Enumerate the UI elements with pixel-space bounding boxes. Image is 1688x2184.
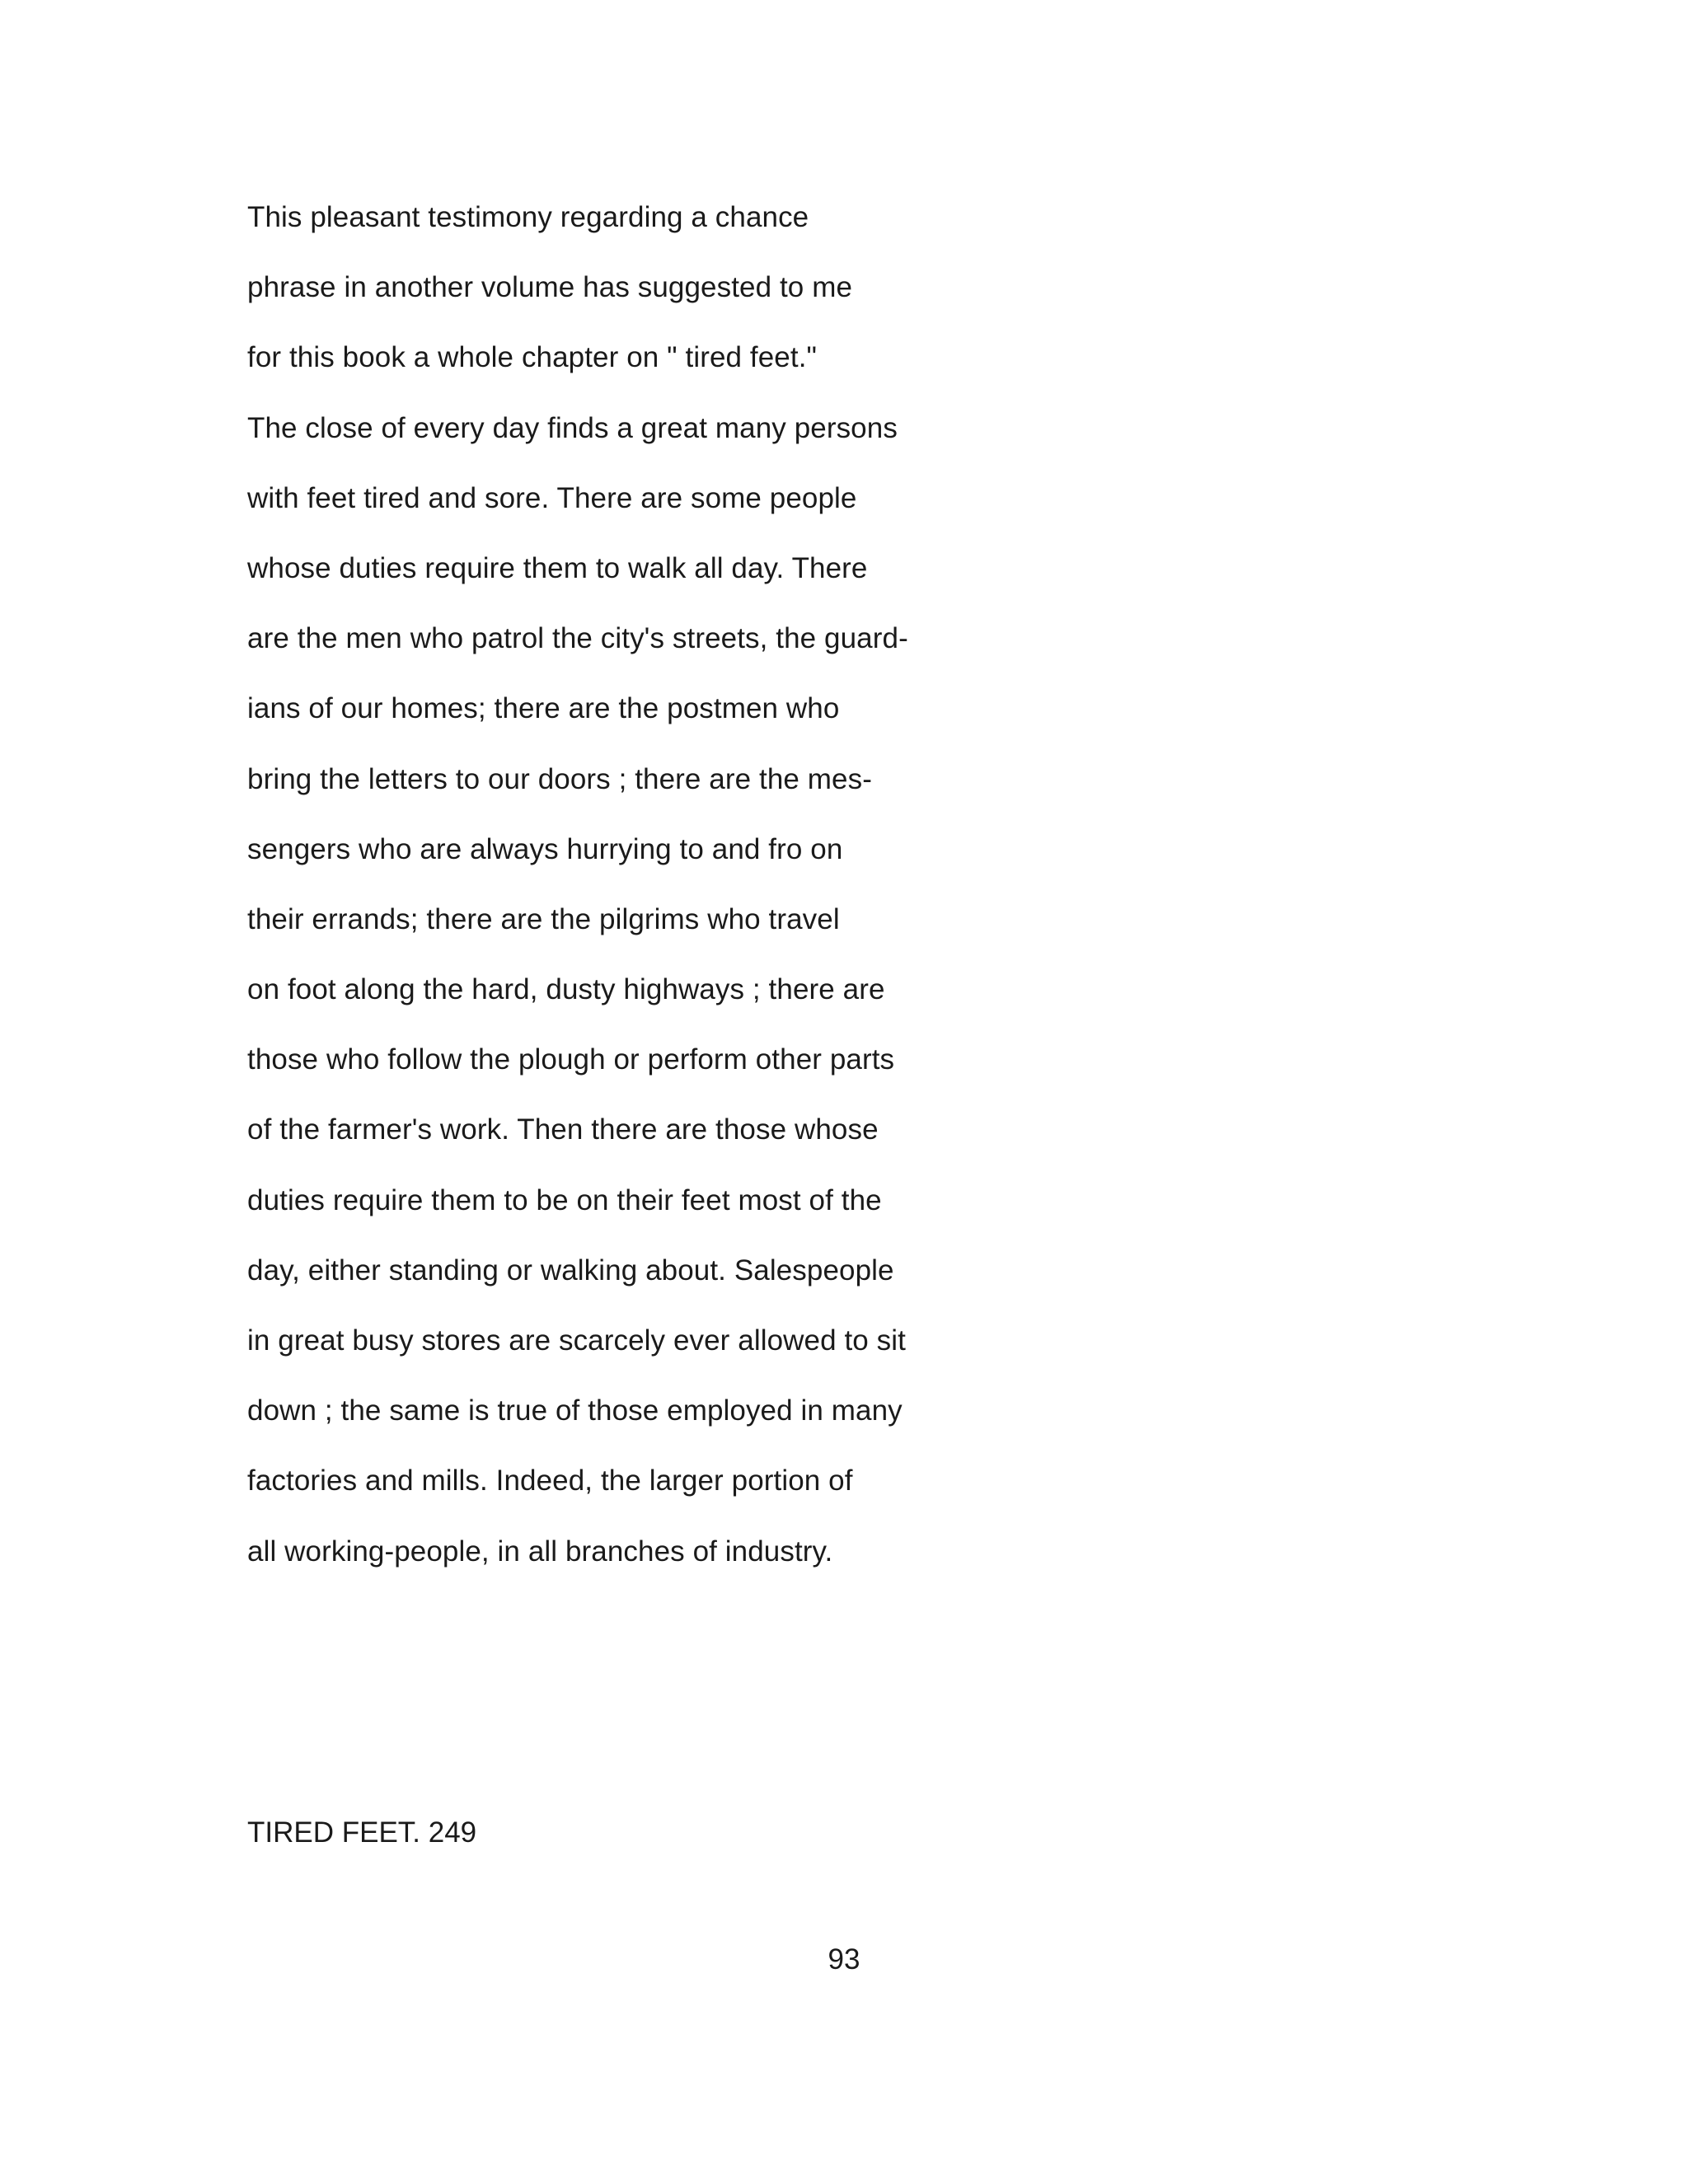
text-line: sengers who are always hurrying to and fro on <box>247 832 843 865</box>
page-number: 93 <box>828 1943 860 1975</box>
text-line: for this book a whole chapter on " tired feet." <box>247 341 818 374</box>
text-line: The close of every day finds a great many persons <box>247 411 898 444</box>
text-line: day, either standing or walking about. Salespeople <box>247 1254 894 1286</box>
text-line: whose duties require them to walk all day. There <box>247 551 868 584</box>
text-line: down ; the same is true of those employed in many <box>247 1394 903 1427</box>
text-line: duties require them to be on their feet most of the <box>247 1183 882 1216</box>
text-line: This pleasant testimony regarding a chance <box>247 201 809 233</box>
text-line: those who follow the plough or perform other parts <box>247 1043 895 1076</box>
text-line: of the farmer's work. Then there are those whose <box>247 1113 879 1146</box>
text-line: bring the letters to our doors ; there are the mes- <box>247 762 872 795</box>
text-line: phrase in another volume has suggested to me <box>247 271 853 304</box>
text-line: are the men who patrol the city's streets, the guard- <box>247 622 908 655</box>
text-line: ians of our homes; there are the postmen who <box>247 692 840 725</box>
text-line: their errands; there are the pilgrims who travel <box>247 902 840 935</box>
body-text <box>247 194 1484 1599</box>
running-head: TIRED FEET. 249 <box>247 1816 477 1849</box>
text-line: all working-people, in all branches of industry. <box>247 1535 833 1568</box>
text-line: in great busy stores are scarcely ever allowed to sit <box>247 1324 906 1357</box>
text-line: on foot along the hard, dusty highways ; there are <box>247 973 885 1006</box>
text-line: with feet tired and sore. There are some people <box>247 481 857 514</box>
text-line: factories and mills. Indeed, the larger portion of <box>247 1465 853 1497</box>
